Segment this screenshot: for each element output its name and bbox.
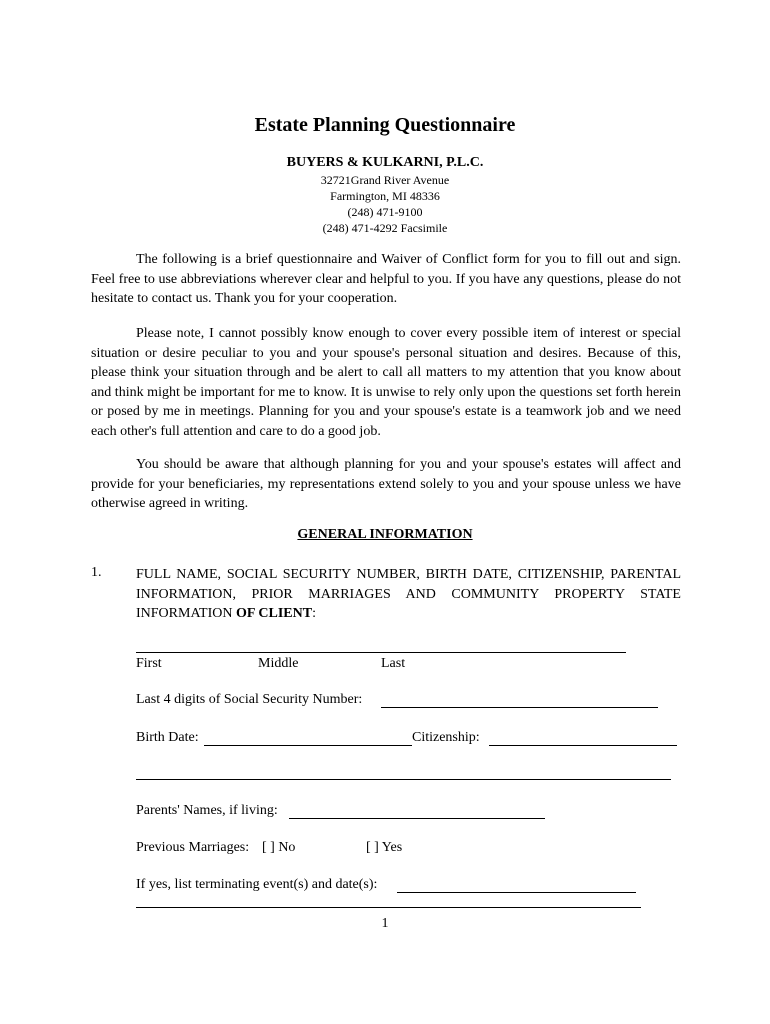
ssn-field[interactable] — [381, 707, 658, 708]
first-name-label: First — [136, 656, 162, 671]
firm-name: BUYERS & KULKARNI, P.L.C. — [286, 155, 484, 170]
intro-paragraph-2: Please note, I cannot possibly know enough to cover every possible item of interest or special situation or desire peculiar to you and your spouse's personal situation and desires. Because of this, please think your situation through and be alert to call all matters to my attention that you know about and think might be important for me to know. It is unwise to rely only upon the questions set forth herein or posed by me in meetings. Planning for you and your spouse's estate is a teamwork job and we need each other's full attention and care to do a good job. — [91, 326, 681, 439]
intro-paragraph-3: You should be aware that although planning for you and your spouse's estates will affect and provide for your beneficiaries, my representations extend solely to you and your spouse unless we have otherwise agreed in writing. — [91, 457, 681, 511]
firm-phone: (248) 471-9100 — [347, 205, 423, 219]
citizenship-label: Citizenship: — [412, 730, 480, 745]
marriages-no-checkbox[interactable]: [ ] No — [262, 840, 296, 855]
marriages-yes-checkbox[interactable]: [ ] Yes — [366, 840, 403, 855]
terminating-events-field[interactable] — [397, 892, 636, 893]
firm-address-city: Farmington, MI 48336 — [330, 189, 440, 203]
previous-marriages-label: Previous Marriages: — [136, 840, 250, 855]
additional-info-field[interactable] — [136, 779, 671, 780]
document-title: Estate Planning Questionnaire — [254, 114, 516, 136]
section-heading: GENERAL INFORMATION — [297, 527, 473, 542]
birth-date-label: Birth Date: — [136, 730, 199, 745]
terminating-events-field-2[interactable] — [136, 907, 641, 908]
last-name-label: Last — [381, 656, 406, 671]
parents-label: Parents' Names, if living: — [136, 803, 278, 818]
item-number: 1. — [91, 565, 102, 580]
intro-paragraph-1: The following is a brief questionnaire and Waiver of Conflict form for you to fill out and sign. Feel free to use abbreviations wherever clear and helpful to you. If you have any questions, please do not hesitate to contact us. Thank you for your cooperation. — [91, 252, 681, 306]
firm-address-street: 32721Grand River Avenue — [320, 173, 450, 187]
citizenship-field[interactable] — [489, 745, 677, 746]
birth-date-field[interactable] — [204, 745, 412, 746]
terminating-events-label: If yes, list terminating event(s) and date(s): — [136, 877, 378, 892]
page-number: 1 — [381, 916, 389, 931]
parents-field[interactable] — [289, 818, 545, 819]
ssn-label: Last 4 digits of Social Security Number: — [136, 692, 363, 707]
firm-fax: (248) 471-4292 Facsimile — [322, 221, 448, 235]
full-name-field[interactable] — [136, 652, 626, 653]
middle-name-label: Middle — [258, 656, 299, 671]
item-description: FULL NAME, SOCIAL SECURITY NUMBER, BIRTH DATE, CITIZENSHIP, PARENTAL INFORMATION, PRIOR MARRIAGES AND COMMUNITY PROPERTY STATE INFORMATION OF CLIENT: — [136, 567, 681, 621]
